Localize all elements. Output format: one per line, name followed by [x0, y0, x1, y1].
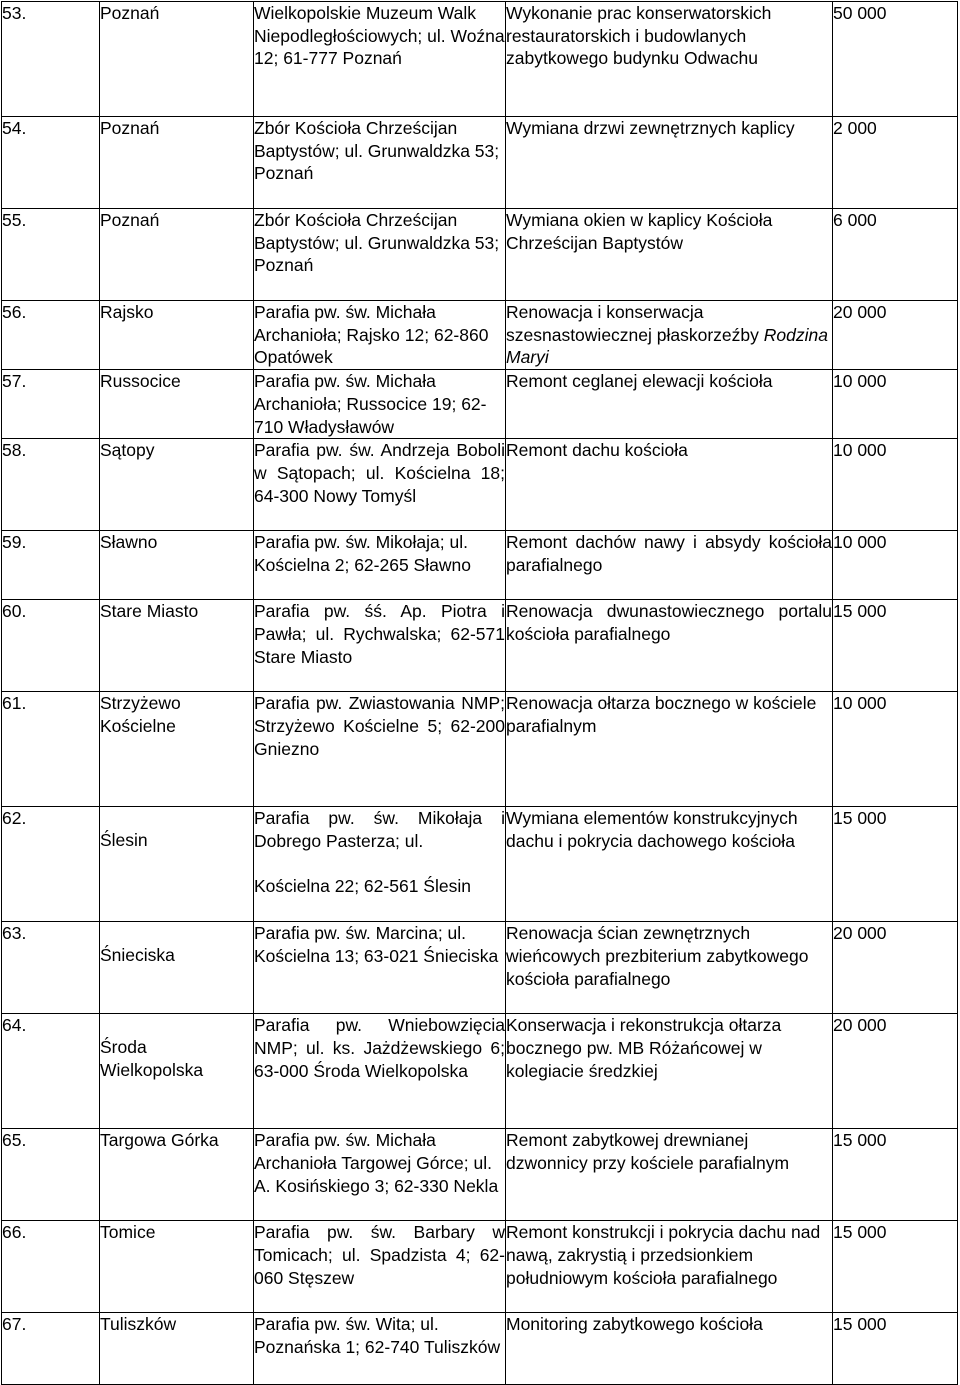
- locality: Targowa Górka: [100, 1129, 254, 1221]
- task-description: Renowacja dwunastowiecznego portalu kościoła parafialnego: [506, 600, 833, 692]
- row-number: 53.: [2, 2, 100, 117]
- table-row: [2, 922, 958, 1014]
- beneficiary-address: Parafia pw. św. Michała Archanioła; Rajsko 12; 62-860 Opatówek: [254, 301, 506, 370]
- grant-amount: 2 000: [833, 117, 958, 209]
- row-number: 59.: [2, 531, 100, 600]
- beneficiary-address: Parafia pw. św. Mikołaja; ul. Kościelna 2; 62-265 Sławno: [254, 531, 506, 600]
- table-row: [2, 1313, 958, 1385]
- beneficiary-address: Wielkopolskie Muzeum Walk Niepodległościowych; ul. Woźna 12; 61-777 Poznań: [254, 2, 506, 117]
- table-row: [2, 2, 958, 117]
- beneficiary-address: Parafia pw. św. Andrzeja Boboli w Sątopach; ul. Kościelna 18; 64-300 Nowy Tomyśl: [254, 439, 506, 531]
- grant-amount: 15 000: [833, 1129, 958, 1221]
- locality: Stare Miasto: [100, 600, 254, 692]
- beneficiary-address: Zbór Kościoła Chrześcijan Baptystów; ul. Grunwaldzka 53; Poznań: [254, 117, 506, 209]
- task-description: Renowacja ołtarza bocznego w kościele parafialnym: [506, 692, 833, 807]
- beneficiary-address: [254, 807, 506, 922]
- table-row: [2, 807, 958, 922]
- beneficiary-address: Parafia pw. Zwiastowania NMP; Strzyżewo Kościelne 5; 62-200 Gniezno: [254, 692, 506, 807]
- grant-amount: 15 000: [833, 807, 958, 922]
- grants-table: [1, 1, 958, 1385]
- row-number: 54.: [2, 117, 100, 209]
- row-number: 58.: [2, 439, 100, 531]
- task-description: Remont dachów nawy i absydy kościoła parafialnego: [506, 531, 833, 600]
- locality: Strzyżewo Kościelne: [100, 692, 254, 807]
- row-number: 60.: [2, 600, 100, 692]
- locality: [100, 807, 254, 922]
- locality: Poznań: [100, 209, 254, 301]
- task-description: Remont ceglanej elewacji kościoła: [506, 370, 833, 439]
- beneficiary-address: Parafia pw. Wniebowzięcia NMP; ul. ks. Jażdżewskiego 6; 63-000 Środa Wielkopolska: [254, 1014, 506, 1129]
- task-description: Remont dachu kościoła: [506, 439, 833, 531]
- locality: Sławno: [100, 531, 254, 600]
- beneficiary-address: Zbór Kościoła Chrześcijan Baptystów; ul. Grunwaldzka 53; Poznań: [254, 209, 506, 301]
- locality: Tomice: [100, 1221, 254, 1313]
- task-description: Wymiana drzwi zewnętrznych kaplicy: [506, 117, 833, 209]
- task-description: Wymiana elementów konstrukcyjnych dachu i pokrycia dachowego kościoła: [506, 807, 833, 922]
- locality: Russocice: [100, 370, 254, 439]
- row-number: 66.: [2, 1221, 100, 1313]
- beneficiary-address: Parafia pw. św. Barbary w Tomicach; ul. Spadzista 4; 62-060 Stęszew: [254, 1221, 506, 1313]
- table-row: [2, 439, 958, 531]
- beneficiary-address: Parafia pw. św. Marcina; ul. Kościelna 13; 63-021 Śnieciska: [254, 922, 506, 1014]
- locality: Rajsko: [100, 301, 254, 370]
- task-description: Wykonanie prac konserwatorskich restauratorskich i budowlanych zabytkowego budynku Odwachu: [506, 2, 833, 117]
- address-gap: [254, 853, 505, 875]
- table-row: [2, 1014, 958, 1129]
- beneficiary-address: Parafia pw. św. Michała Archanioła; Russocice 19; 62-710 Władysławów: [254, 370, 506, 439]
- grant-amount: 15 000: [833, 1221, 958, 1313]
- grant-amount: 20 000: [833, 1014, 958, 1129]
- task-description: Renowacja ścian zewnętrznych wieńcowych prezbiterium zabytkowego kościoła parafialnego: [506, 922, 833, 1014]
- table-row: [2, 692, 958, 807]
- table-row: [2, 600, 958, 692]
- locality: Poznań: [100, 2, 254, 117]
- address-line-b: Kościelna 22; 62-561 Ślesin: [254, 875, 471, 896]
- row-number: 57.: [2, 370, 100, 439]
- grant-amount: 50 000: [833, 2, 958, 117]
- beneficiary-address: Parafia pw. św. Michała Archanioła Targowej Górce; ul. A. Kosińskiego 3; 62-330 Nekla: [254, 1129, 506, 1221]
- locality: Tuliszków: [100, 1313, 254, 1385]
- task-description: [506, 301, 833, 370]
- table-row: [2, 301, 958, 370]
- locality-name: Śnieciska: [100, 945, 175, 966]
- table-row: [2, 209, 958, 301]
- row-number: 55.: [2, 209, 100, 301]
- table-row: [2, 370, 958, 439]
- task-description: Remont konstrukcji i pokrycia dachu nad nawą, zakrystią i przedsionkiem południowym kościoła parafialnego: [506, 1221, 833, 1313]
- table-row: [2, 1221, 958, 1313]
- locality-name: Środa Wielkopolska: [100, 1037, 204, 1080]
- address-line-a: Parafia pw. św. Mikołaja i Dobrego Pasterza; ul.: [254, 808, 505, 851]
- row-number: 61.: [2, 692, 100, 807]
- locality: [100, 922, 254, 1014]
- grant-amount: 10 000: [833, 439, 958, 531]
- beneficiary-address: Parafia pw. św. Wita; ul. Poznańska 1; 62-740 Tuliszków: [254, 1313, 506, 1385]
- grant-amount: 15 000: [833, 600, 958, 692]
- row-number: 64.: [2, 1014, 100, 1129]
- table-row: [2, 531, 958, 600]
- row-number: 62.: [2, 807, 100, 922]
- row-number: 56.: [2, 301, 100, 370]
- task-description: Monitoring zabytkowego kościoła: [506, 1313, 833, 1385]
- beneficiary-address: Parafia pw. śś. Ap. Piotra i Pawła; ul. Rychwalska; 62-571 Stare Miasto: [254, 600, 506, 692]
- task-description: Wymiana okien w kaplicy Kościoła Chrześcijan Baptystów: [506, 209, 833, 301]
- row-number: 65.: [2, 1129, 100, 1221]
- locality: Sątopy: [100, 439, 254, 531]
- locality: Poznań: [100, 117, 254, 209]
- grant-amount: 10 000: [833, 692, 958, 807]
- artwork-title: Rodzina Maryi: [506, 324, 828, 368]
- locality: [100, 1014, 254, 1129]
- grant-amount: 6 000: [833, 209, 958, 301]
- table-row: [2, 117, 958, 209]
- task-description: Remont zabytkowej drewnianej dzwonnicy przy kościele parafialnym: [506, 1129, 833, 1221]
- grant-amount: 10 000: [833, 370, 958, 439]
- grant-amount: 20 000: [833, 301, 958, 370]
- task-description: Konserwacja i rekonstrukcja ołtarza bocznego pw. MB Różańcowej w kolegiacie średzkiej: [506, 1014, 833, 1129]
- grant-amount: 10 000: [833, 531, 958, 600]
- task-text: Renowacja i konserwacja szesnastowiecznej płaskorzeźby: [506, 302, 759, 345]
- table-row: [2, 1129, 958, 1221]
- locality-name: Ślesin: [100, 830, 148, 851]
- row-number: 63.: [2, 922, 100, 1014]
- row-number: 67.: [2, 1313, 100, 1385]
- grant-amount: 15 000: [833, 1313, 958, 1385]
- grant-amount: 20 000: [833, 922, 958, 1014]
